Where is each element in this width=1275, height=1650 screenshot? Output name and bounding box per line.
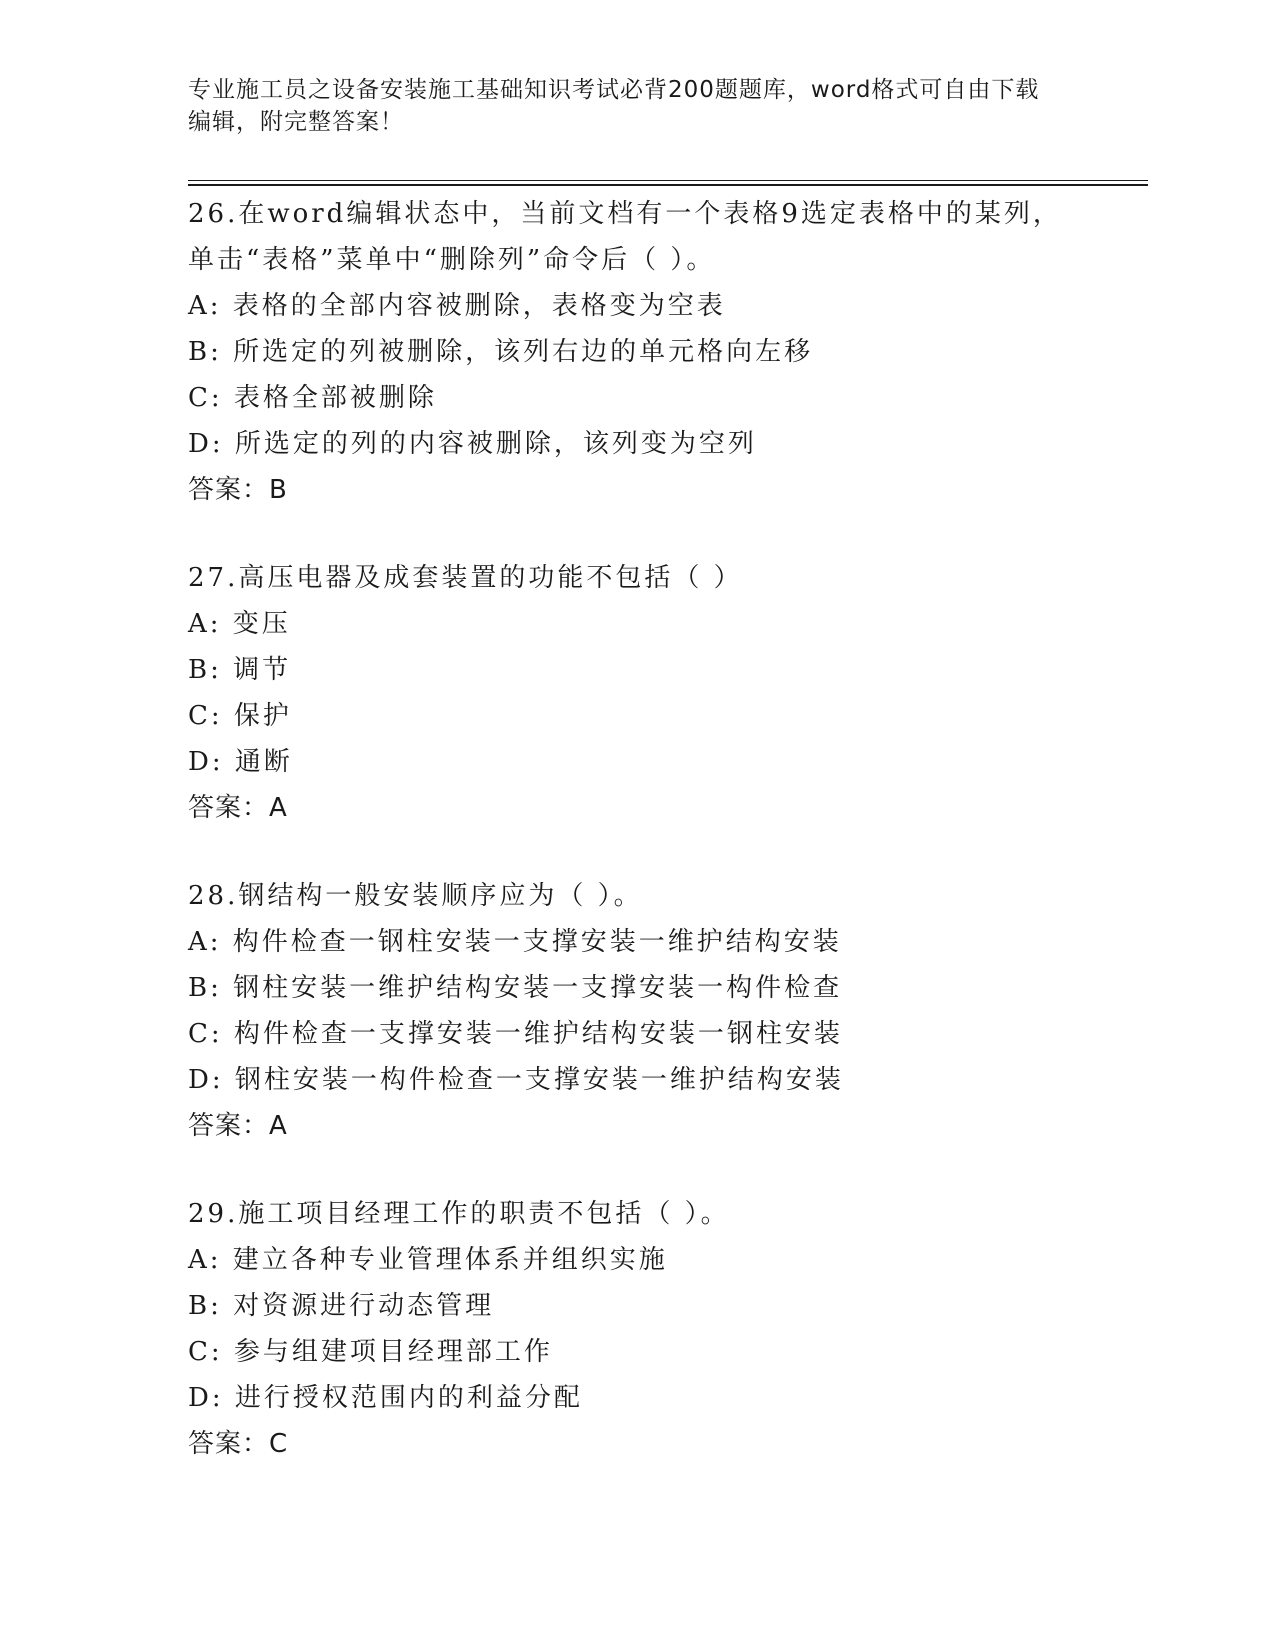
question-stem: 26.在word编辑状态中，当前文档有一个表格9选定表格中的某列， [188,199,1062,229]
document-header [188,74,1068,138]
option-d: D: 所选定的列的内容被删除，该列变为空列 [188,429,757,459]
option-d: D: 进行授权范围内的利益分配 [188,1383,583,1413]
option-c: C: 构件检查一支撑安装一维护结构安装一钢柱安装 [188,1019,843,1049]
question-stem: 27.高压电器及成套装置的功能不包括（ ） [188,563,743,593]
question-stem: 28.钢结构一般安装顺序应为（ ）。 [188,881,643,911]
question-28 [188,873,1088,1149]
option-b: B: 对资源进行动态管理 [188,1291,495,1321]
option-c: C: 表格全部被删除 [188,383,437,413]
answer-line: 答案：A [188,1111,288,1141]
option-a: A: 构件检查一钢柱安装一支撑安装一维护结构安装 [188,927,842,957]
question-list [188,191,1088,1509]
option-b: B: 所选定的列被删除，该列右边的单元格向左移 [188,337,814,367]
header-title-line-2: 编辑，附完整答案！ [188,109,404,135]
answer-line: 答案：B [188,475,288,505]
option-a: A: 变压 [188,609,291,639]
answer-line: 答案：C [188,1429,289,1459]
option-c: C: 保护 [188,701,292,731]
question-stem: 单击“表格”菜单中“删除列”命令后（ ）。 [188,245,716,275]
question-26 [188,191,1088,513]
option-b: B: 调节 [188,655,292,685]
option-d: D: 钢柱安装一构件检查一支撑安装一维护结构安装 [188,1065,844,1095]
header-divider-thin [188,180,1148,181]
option-d: D: 通断 [188,747,293,777]
question-29 [188,1191,1088,1467]
header-title-line-1: 专业施工员之设备安装施工基础知识考试必背200题题库，word格式可自由下载 [188,77,1040,103]
header-divider-thick [188,184,1148,186]
option-a: A: 表格的全部内容被删除，表格变为空表 [188,291,726,321]
answer-line: 答案：A [188,793,288,823]
option-c: C: 参与组建项目经理部工作 [188,1337,553,1367]
question-stem: 29.施工项目经理工作的职责不包括（ ）。 [188,1199,730,1229]
question-27 [188,555,1088,831]
option-a: A: 建立各种专业管理体系并组织实施 [188,1245,668,1275]
option-b: B: 钢柱安装一维护结构安装一支撑安装一构件检查 [188,973,843,1003]
